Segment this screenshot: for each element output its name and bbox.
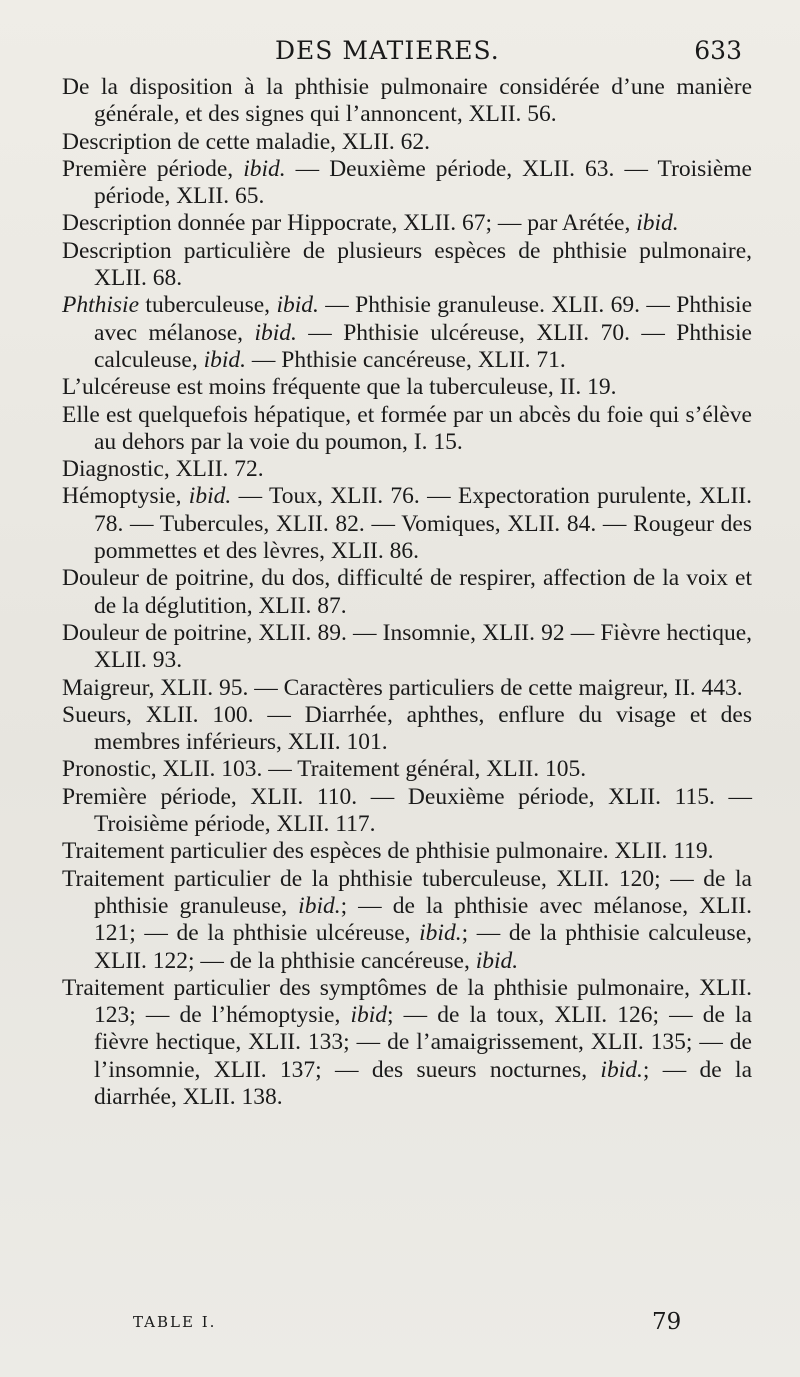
index-entry: Description de cette maladie, XLII. 62.: [62, 128, 431, 155]
index-entry: Maigreur, XLII. 95. — Caractères particuliers de cette maigreur, II. 443.: [62, 674, 743, 701]
index-entry: Traitement particulier de la phthisie tuberculeuse, XLII. 120; — de la phthisie granuleuse, ibid.; — de la phthisie avec mélanose, XLII. 121; — de la phthisie ulcéreuse, ibid.; — de la phthisie calculeuse, XLII. 122; — de la phthisie cancéreuse, ibid.: [62, 865, 753, 974]
folio-number: 79: [652, 1309, 682, 1335]
index-entry: Sueurs, XLII. 100. — Diarrhée, aphthes, enflure du visage et des membres inférieurs, XLII. 101.: [62, 701, 752, 756]
index-entry: Douleur de poitrine, XLII. 89. — Insomnie, XLII. 92 — Fièvre hectique, XLII. 93.: [62, 619, 752, 674]
index-entry: Diagnostic, XLII. 72.: [62, 456, 264, 483]
page-header: [0, 36, 800, 68]
index-entry: Traitement particulier des symptômes de la phthisie pulmonaire, XLII. 123; — de l’hémoptysie, ibid; — de la toux, XLII. 126; — de la fièvre hectique, XLII. 133; — de l’amaigrissement, XLII. 135; — de l’insomnie, XLII. 137; — des sueurs nocturnes, ibid.; — de la diarrhée, XLII. 138.: [62, 974, 753, 1110]
running-title: DES MATIERES.: [275, 36, 500, 65]
index-entry: Phthisie tuberculeuse, ibid. — Phthisie granuleuse. XLII. 69. — Phthisie avec mélanose, ibid. — Phthisie ulcéreuse, XLII. 70. — Phthisie calculeuse, ibid. — Phthisie cancéreuse, XLII. 71.: [62, 292, 752, 373]
index-entry: Traitement particulier des espèces de phthisie pulmonaire. XLII. 119.: [62, 838, 714, 865]
page-number: 633: [694, 36, 742, 65]
index-entry: Première période, XLII. 110. — Deuxième période, XLII. 115. — Troisième période, XLII. 117.: [62, 783, 752, 838]
index-entry: Elle est quelquefois hépatique, et formée par un abcès du foie qui s’élève au dehors par la voie du poumon, I. 15.: [62, 401, 752, 455]
index-entries: [62, 74, 752, 1111]
index-entry: Pronostic, XLII. 103. — Traitement général, XLII. 105.: [62, 756, 587, 783]
index-entry: Première période, ibid. — Deuxième période, XLII. 63. — Troisième période, XLII. 65.: [62, 155, 752, 210]
page-footer: [0, 1309, 800, 1339]
index-entry: Description donnée par Hippocrate, XLII. 67; — par Arétée, ibid.: [62, 210, 679, 237]
index-entry: De la disposition à la phthisie pulmonaire considérée d’une manière générale, et des signes qui l’annoncent, XLII. 56.: [62, 74, 752, 128]
signature-mark: TABLE I.: [133, 1313, 217, 1331]
index-entry: L’ulcéreuse est moins fréquente que la tuberculeuse, II. 19.: [62, 374, 617, 401]
index-entry: Description particulière de plusieurs espèces de phthisie pulmonaire, XLII. 68.: [62, 237, 752, 292]
index-entry: Douleur de poitrine, du dos, difficulté de respirer, affection de la voix et de la déglutition, XLII. 87.: [62, 565, 752, 619]
index-entry: Hémoptysie, ibid. — Toux, XLII. 76. — Expectoration purulente, XLII. 78. — Tubercules, XLII. 82. — Vomiques, XLII. 84. — Rougeur des pommettes et des lèvres, XLII. 86.: [62, 483, 752, 565]
